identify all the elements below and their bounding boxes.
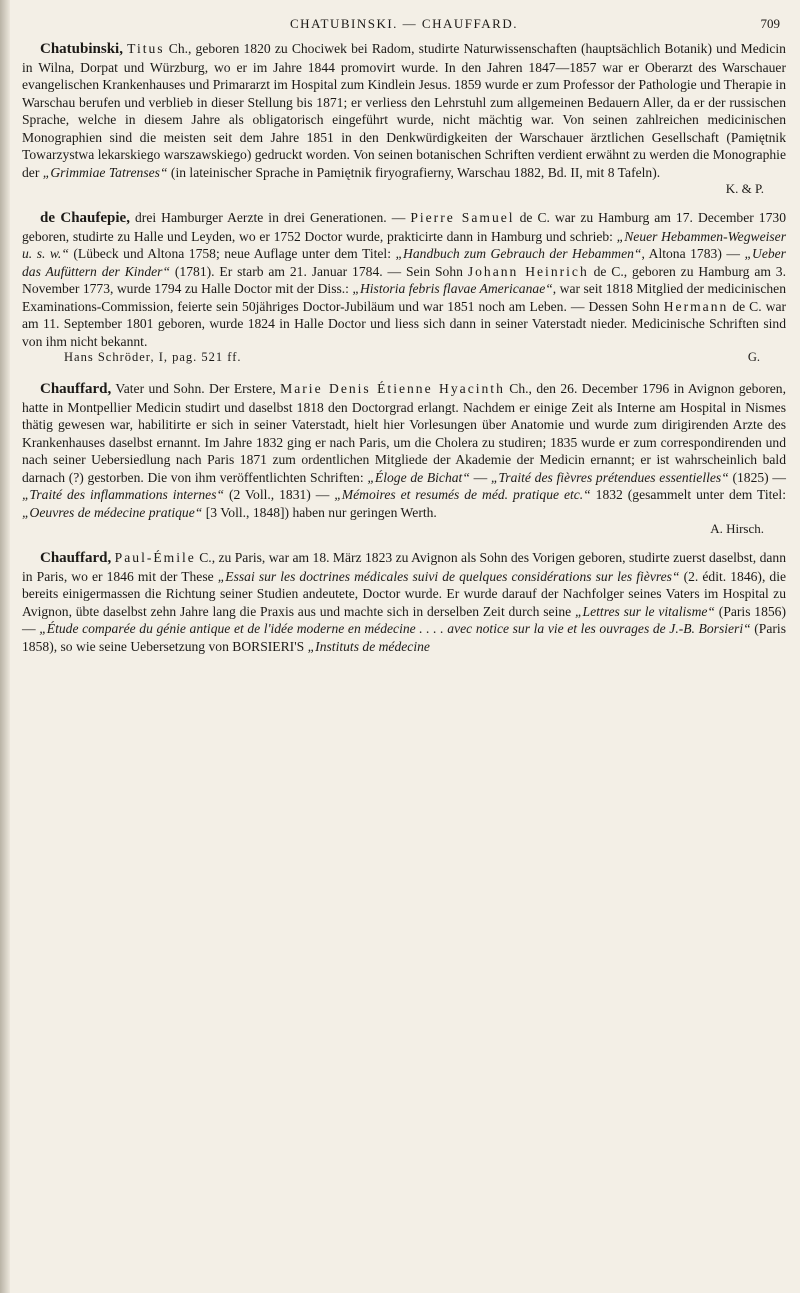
entry-text: , war seit 1818 Mitglied der medicinischen Examinations-Commission, feierte sein 50jähriges Doctor-Jubiläum und war 1851 noch am Leben. — Dessen Sohn [22,281,786,314]
work-title: „Essai sur les doctrines médicales suivi de quelques considérations sur les fièvres“ [217,568,680,584]
entry-paragraph [22,209,786,350]
person-name: Marie Denis Étienne Hyacinth [280,381,505,396]
work-title: „Oeuvres de médecine pratique“ [22,504,203,520]
running-head-title: CHATUBINSKI. — CHAUFFARD. [290,16,518,31]
page-binding-edge [0,0,10,1293]
entry-text: de C., geboren zu Hamburg am 3. November 1773, wurde 1794 zu Halle Doctor mit der Diss.: [22,263,787,296]
work-title: „Historia febris flavae Americanae“ [352,281,553,296]
entry-text: de C. war am 11. September 1801 geboren, wurde 1824 in Halle Doctor und liess sich dann in seiner Vaterstadt nieder. Medicinische Schriften sind von ihm nicht bekannt. [22,298,786,349]
entry-signature: K. & P. [725,181,764,196]
entry-headword: de Chaufepie, [40,210,130,226]
biography-entry [22,209,786,368]
source-reference: Hans Schröder, I, pag. 521 ff. [64,350,242,364]
page-number: 709 [760,16,780,31]
entry-text: 1832 (gesammelt unter dem Titel: [590,487,786,502]
entry-text: (1781). Er starb am 21. Januar 1784. — Sein Sohn [170,263,468,279]
biography-entry [22,549,786,655]
entry-paragraph [22,549,786,655]
work-title: „Lettres sur le vitalisme“ [574,603,715,619]
work-title: „Ueber das Aufüttern der Kinder“ [22,246,786,279]
work-title: „Éloge de Bichat“ [367,469,470,485]
running-head [22,14,786,40]
entry-headword: Chauffard, [40,550,112,566]
entry-text: [3 Voll., 1848]) haben nur geringen Werth. [202,504,437,520]
work-title: „Handbuch zum Gebrauch der Hebammen“ [395,246,642,261]
entry-text: (Paris 1856) — [22,603,787,636]
work-title: „Instituts de médecine [307,638,430,654]
entry-text: (Paris 1858), so wie seine Uebersetzung von BORSIERI'S [22,621,786,654]
entry-paragraph [22,40,786,181]
entry-signature: G. [747,350,760,364]
work-title: „Grimmiae Tatrenses“ [42,164,168,180]
person-name: Paul-Émile [114,550,196,565]
entry-text: (1825) — [728,469,787,485]
entry-source-line [22,350,786,368]
work-title: „Étude comparée du génie antique et de l'idée moderne en médecine . . . . avec notice sur la vie et les ouvrages de J.-B. Borsieri“ [39,621,751,636]
entry-text: (2. édit. 1846), die bereits einigermassen die Richtung seiner Studien andeutete, Doctor wurde. Er wurde darauf der Nachfolger seines Vaters im Hospital zu Avignon, übte daselbst zehn Jahre lang die Praxis aus und machte sich in derselben Zeit durch seine [22,568,787,619]
entry-text: (Lübeck und Altona 1758; neue Auflage unter dem Titel: [68,246,396,261]
biography-entry [22,380,786,537]
entry-text: , Altona 1783) — [641,246,745,261]
person-name: Johann Heinrich [467,263,589,279]
document-page [22,14,786,655]
biography-entry [22,40,786,197]
entry-headword: Chatubinski, [40,41,123,57]
entry-text: (in lateinischer Sprache in Pamiętnik firyografierny, Warschau 1882, Bd. II, mit 8 Tafeln). [167,164,661,180]
work-title: „Mémoires et resumés de méd. pratique etc.“ [334,487,591,502]
person-name: Titus [127,41,165,56]
entry-text: drei Hamburger Aerzte in drei Generationen. — [129,210,411,225]
entry-text: (2 Voll., 1831) — [224,487,335,502]
person-name: Pierre Samuel [410,210,515,225]
entry-text: Ch., den 26. December 1796 in Avignon geboren, hatte in Montpellier Medicin studirt und daselbst 1818 den Doctorgrad erlangt. Nachdem er einige Zeit als Interne am Hospital in Nismes thätig gewesen war, habilitirte er sich in seiner Vaterstadt, hielt hier Vorlesungen über Anatomie und wurde zum dirigirenden Arzte des Krankenhauses daselbst ernannt. Im Jahre 1832 ging er nach Paris, um die Cholera zu studiren; 1835 wurde er zum correspondirenden und nach seiner Uebersiedlung nach Paris 1871 zum ordentlichen Mitgliede der Akademie der Medicin ernannt; er ist wahrscheinlich bald darnach (?) gestorben. Die von ihm veröffentlichten Schriften: [22,381,786,485]
entry-text: de C. war zu Hamburg am 17. December 1730 geboren, studirte zu Halle und Leyden, wo er 1752 Doctor wurde, prakticirte dann in Hamburg und schrieb: [22,210,786,244]
entry-signature: A. Hirsch. [710,521,764,536]
entry-text: — [469,469,491,485]
entry-text: Ch., geboren 1820 zu Chociwek bei Radom, studirte Naturwissenschaften (hauptsächlich Botanik) und Medicin in Wilna, Dorpat und Würzburg, wo er im Jahre 1844 promovirt wurde. In den Jahren 1847—1857 war er Oberarzt des Warschauer evangelischen Krankenhauses und Primararzt im Hospital zum Kindlein Jesus. 1859 wurde er zum Professor der Pathologie und Therapie in Warschau berufen und verblieb in dieser Stellung bis 1871; er verliess den Lehrstuhl zum allgemeinen Bedauern Aller, da er der russischen Sprache, welche in diesem Jahre als obligatorisch eingeführt wurde, nicht mächtig war. Von seinen zahlreichen medicinischen Monographien sind die meisten seit dem Jahre 1851 in den Denkwürdigkeiten der Warschauer ärztlichen Gesellschaft (Pamiętnik Towarzystwa lekarskiego warszawskiego) gedruckt worden. Von seinen botanischen Schriften verdient erwähnt zu werden die Monographie der [22,41,786,180]
entry-text: C., zu Paris, war am 18. März 1823 zu Avignon als Sohn des Vorigen geboren, studirte zuerst daselbst, dann in Paris, wo er 1846 mit der These [22,550,786,584]
entries-list [22,40,786,655]
work-title: „Traité des fièvres prétendues essentielles“ [490,469,729,485]
entry-headword: Chauffard, [40,381,112,397]
work-title: „Traité des inflammations internes“ [22,487,225,502]
work-title: „Neuer Hebammen-Wegweiser u. s. w.“ [22,228,786,261]
entry-paragraph [22,380,786,521]
entry-text: Vater und Sohn. Der Erstere, [111,381,281,396]
person-name: Hermann [663,298,729,314]
